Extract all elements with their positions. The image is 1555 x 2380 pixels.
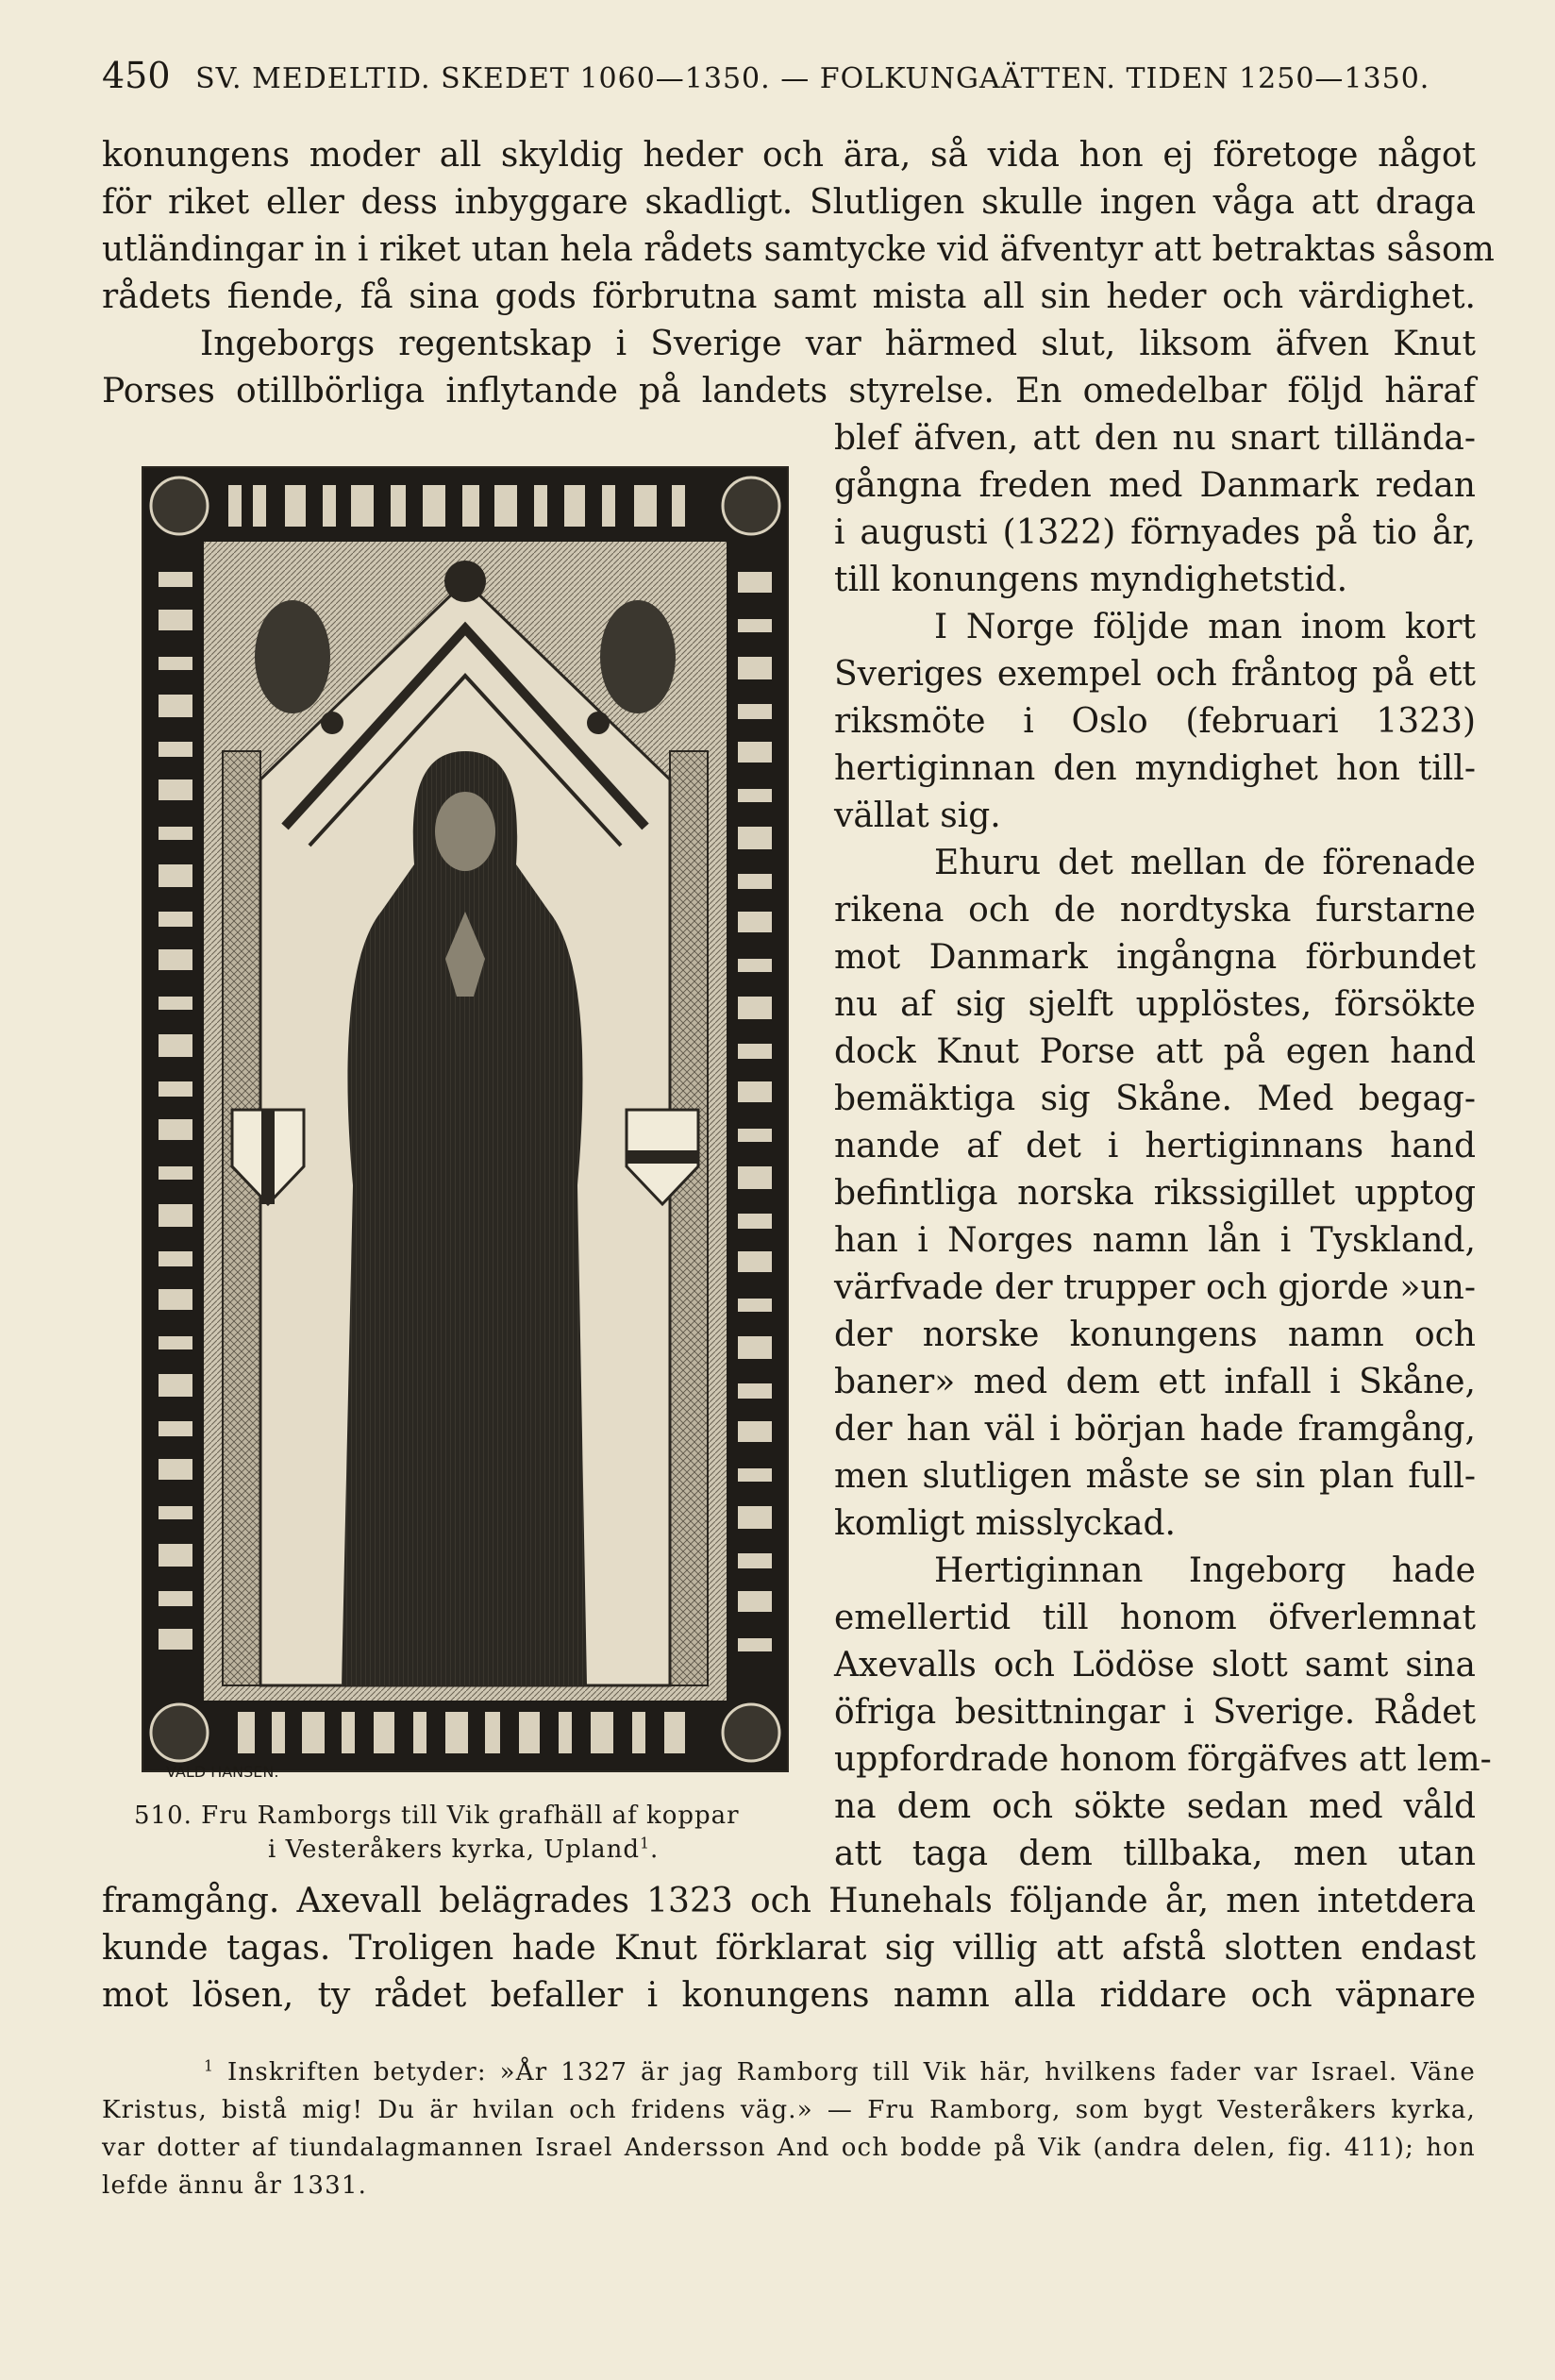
tomb-slab-engraving [142, 466, 789, 1772]
body-line: för riket eller dess inbyggare skadligt. Slutligen skulle ingen våga att draga [102, 183, 1476, 222]
column-line: riksmöte i Oslo (februari 1323) [834, 702, 1476, 741]
column-line: öfriga besittningar i Sverige. Rådet [834, 1693, 1476, 1732]
body-line: mot lösen, ty rådet befaller i konungens namn alla riddare och väpnare [102, 1976, 1476, 2015]
column-line: till konungens myndighetstid. [834, 561, 1348, 599]
column-line: i augusti (1322) förnyades på tio år, [834, 513, 1476, 552]
column-line: blef äfven, att den nu snart tillända- [834, 419, 1476, 458]
body-line: konungens moder all skyldig heder och ära, så vida hon ej företoge något [102, 136, 1476, 175]
column-line: na dem och sökte sedan med våld [834, 1787, 1476, 1826]
column-line: mot Danmark ingångna förbundet [834, 938, 1476, 977]
body-line: Porses otillbörliga inflytande på landets styrelse. En omedelbar följd häraf [102, 372, 1476, 411]
column-line: Axevalls och Lödöse slott samt sina [834, 1646, 1476, 1684]
figure-caption: 510. Fru Ramborgs till Vik grafhäll af koppar i Vesteråkers kyrka, Upland$^1$. [134, 1802, 740, 1864]
body-line: framgång. Axevall belägrades 1323 och Hunehals följande år, men intetdera [102, 1882, 1476, 1920]
column-line: komligt misslyckad. [834, 1504, 1176, 1543]
column-line: nu af sig sjelft upplöstes, försökte [834, 985, 1476, 1024]
column-line: att taga dem tillbaka, men utan [834, 1835, 1476, 1873]
column-line: hertiginnan den myndighet hon till- [834, 749, 1476, 788]
column-line: rikena och de nordtyska furstarne [834, 891, 1476, 930]
column-line: han i Norges namn lån i Tyskland, [834, 1221, 1476, 1260]
footnote-line: $^1$ Inskriften betyder: »År 1327 är jag Ramborg till Vik här, hvilkens fader var Israel. Väne [204, 2057, 1476, 2087]
column-line: dock Knut Porse att på egen hand [834, 1032, 1476, 1071]
column-line: men slutligen måste se sin plan full- [834, 1457, 1476, 1496]
column-line: nande af det i hertiginnans hand [834, 1127, 1476, 1165]
body-line: rådets fiende, få sina gods förbrutna samt mista all sin heder och värdighet. [102, 277, 1476, 316]
body-line: kunde tagas. Troligen hade Knut förklarat sig villig att afstå slotten endast [102, 1929, 1476, 1968]
footnote-line: Kristus, bistå mig! Du är hvilan och fridens väg.» — Fru Ramborg, som bygt Vesteråkers kyrka, [102, 2096, 1476, 2124]
column-line: befintliga norska rikssigillet upptog [834, 1174, 1476, 1213]
column-line: Sveriges exempel och fråntog på ett [834, 655, 1476, 694]
column-line-indented: Hertiginnan Ingeborg hade [934, 1551, 1476, 1590]
figure-number: 510. [134, 1802, 192, 1830]
footnote-reference: 1 [640, 1835, 650, 1852]
page-number: 450 [102, 55, 171, 96]
column-line: der han väl i början hade framgång, [834, 1410, 1476, 1449]
column-line: värfvade der trupper och gjorde »un- [834, 1268, 1476, 1307]
column-line: gångna freden med Danmark redan [834, 466, 1476, 505]
running-head [102, 55, 1480, 96]
column-line-indented: I Norge följde man inom kort [934, 608, 1476, 646]
footnote-mark: 1 [204, 2057, 215, 2075]
caption-line-2: i Vesteråkers kyrka, Upland [268, 1835, 641, 1864]
column-line-indented: Ehuru det mellan de förenade [934, 844, 1476, 882]
column-line: der norske konungens namn och [834, 1316, 1476, 1354]
body-line: utländingar in i riket utan hela rådets samtycke vid äfventyr att betraktas såsom [102, 230, 1495, 269]
column-line: emellertid till honom öfverlemnat [834, 1599, 1476, 1637]
footnote-line: lefde ännu år 1331. [102, 2171, 368, 2200]
column-line: uppfordrade honom förgäfves att lem- [834, 1740, 1492, 1779]
artist-signature: VALD HANSEN. [166, 1763, 279, 1781]
running-head-title: SV. MEDELTID. SKEDET 1060—1350. — FOLKUNGAÄTTEN. TIDEN 1250—1350. [195, 62, 1430, 95]
body-line-indented: Ingeborgs regentskap i Sverige var härmed slut, liksom äfven Knut [200, 325, 1476, 363]
column-line: bemäktiga sig Skåne. Med begag- [834, 1080, 1476, 1118]
column-line: vällat sig. [834, 796, 1001, 835]
footnote-line: var dotter af tiundalagmannen Israel Andersson And och bodde på Vik (andra delen, fig. 411); hon [102, 2134, 1476, 2162]
caption-line-1: Fru Ramborgs till Vik grafhäll af koppar [201, 1802, 740, 1830]
column-line: baner» med dem ett infall i Skåne, [834, 1363, 1476, 1401]
